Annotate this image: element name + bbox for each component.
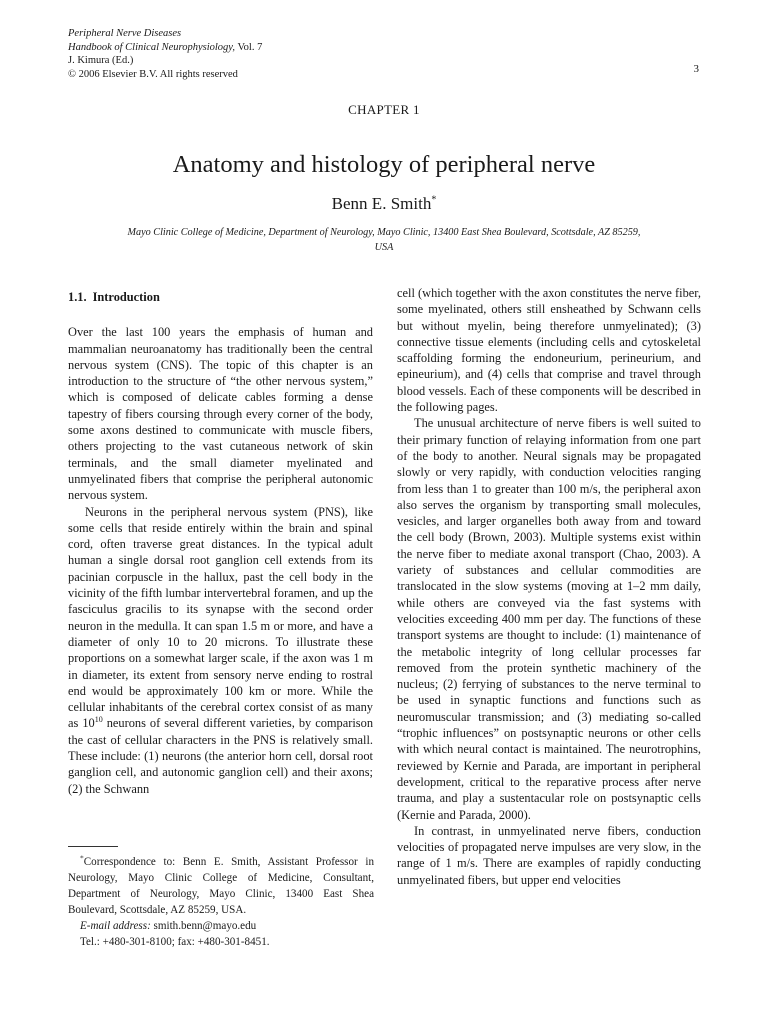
paragraph: The unusual architecture of nerve fibers is well suited to their primary function of relaying information from one part of the body to another. Neural signals may be propagated slowly or very rapidly, with conduction velocities ranging from less than 1 to greater than 100 m/s, the peripheral axon also serves the organism by transporting small molecules, vesicles, and larger organelles both away from and toward the cell body (Brown, 2003). Multiple systems exist within the nerve fiber to mediate axonal transport (Chao, 2003). A variety of substances and cellular commodities are translocated in the slow systems (moving at 1–2 mm daily, while others are conveyed via the fast systems with velocities exceeding 400 mm per day. The functions of these transport systems are thought to include: (1) maintenance of the metabolic integrity of long cellular processes far removed from the protein synthetic machinery of the nucleus; (2) ferrying of substances to the nerve terminal to be used in synaptic functions and functions such as neuromuscular transmission; and (3) mediating so-called “trophic influences” on postsynaptic neurons or other cells with which neural contact is maintained. The neurotrophins, reviewed by Kernie and Parada, are important in peripheral development, critical to the reparative process after nerve trauma, and play a sustentacular role on postsynaptic cells (Kernie and Parada, 2000). bbox=[397, 416, 701, 822]
handbook-title: Handbook of Clinical Neurophysiology, bbox=[68, 41, 236, 53]
exponent: 10 bbox=[94, 715, 103, 725]
author-line bbox=[0, 194, 768, 214]
publication-header bbox=[68, 27, 262, 81]
section-number: 1.1. bbox=[68, 290, 87, 304]
copyright-line: © 2006 Elsevier B.V. All rights reserved bbox=[68, 68, 238, 80]
paragraph-text: Neurons in the peripheral nervous system (PNS), like some cells that reside entirely within the brain and spinal cord, often traverse great distances. In the typical adult human a single dorsal root ganglion cell extends from its pacinian corpuscle in the hallux, past the cell body in the vicinity of the fifth lumbar intervertebral foramen, and up the fasciculus gracilis to its synapse with the second order neuron in the medulla. It can span 1.5 m or more, and have a diameter of only 10 to 20 microns. To illustrate these proportions on a somewhat larger scale, if the axon was 1 m in diameter, its extent from sensory nerve ending to rostral end would be approximately 100 km or more. While the cellular inhabitants of the cerebral cortex consist of as many as 10 bbox=[68, 504, 373, 731]
left-column bbox=[68, 285, 373, 797]
author-affiliation: Mayo Clinic College of Medicine, Department of Neurology, Mayo Clinic, 13400 East Shea Boulevard, Scottsdale, AZ 85259, USA bbox=[127, 227, 641, 253]
handbook-line bbox=[68, 41, 262, 55]
footnote-text bbox=[68, 854, 374, 918]
handbook-volume: Vol. 7 bbox=[235, 41, 263, 53]
phone-line: Tel.: +480-301-8100; fax: +480-301-8451. bbox=[80, 936, 270, 948]
footnote-marker: * bbox=[80, 853, 84, 863]
page-number: 3 bbox=[693, 63, 699, 75]
right-column bbox=[397, 285, 701, 888]
correspondence-footnote bbox=[68, 854, 374, 950]
footnote-body: Correspondence to: Benn E. Smith, Assistant Professor in Neurology, Mayo Clinic College of Medicine, Consultant, Department of Neurology, Mayo Clinic, 13400 East Shea Boulevard, Scottsdale, AZ 85259, USA. bbox=[68, 856, 374, 916]
paragraph: cell (which together with the axon constitutes the nerve fiber, some myelinated, others still ensheathed by Schwann cells but without myelin, being therefore unmyelinated); (3) connective tissue elements (including cells and cytoskeletal scaffolding forming the endoneurium, perineurium, and epineurium), and (4) cells that comprise and travel through blood vessels. Each of these components will be described in the following pages. bbox=[397, 286, 701, 415]
email-line bbox=[68, 918, 374, 934]
footnote-rule bbox=[68, 846, 118, 847]
paragraph bbox=[68, 504, 373, 797]
section-heading bbox=[68, 289, 373, 305]
series-name: Peripheral Nerve Diseases bbox=[68, 28, 182, 39]
paragraph: Over the last 100 years the emphasis of human and mammalian neuroanatomy has traditionally been the central nervous system (CNS). The topic of this chapter is an introduction to the structure of “the other nervous system,” which is composed of delicate cables forming a dense tapestry of fibers coursing through every corner of the body, some axons destined to communicate with muscle fibers, others projecting to the vast cutaneous network of skin terminals, and the small diameter myelinated and unmyelinated fibers that comprise the peripheral autonomic nervous system. bbox=[68, 325, 373, 503]
paragraph-text: neurons of several different varieties, by comparison the cast of cellular characters in the PNS is relatively small. These include: (1) neurons (the anterior horn cell, dorsal root ganglion cell, and autonomic ganglion cell) and their axons; (2) the Schwann bbox=[68, 716, 374, 796]
chapter-label: CHAPTER 1 bbox=[348, 102, 420, 117]
author-name: Benn E. Smith bbox=[331, 194, 432, 213]
email-link[interactable]: smith.benn@mayo.edu bbox=[150, 920, 257, 932]
email-label: E-mail address: bbox=[80, 920, 151, 932]
editor-line: J. Kimura (Ed.) bbox=[68, 55, 134, 66]
paragraph: In contrast, in unmyelinated nerve fibers, conduction velocities of propagated nerve impulses are very slow, in the range of 1 m/s. There are examples of rapidly conducting unmyelinated fibers, but upper end velocities bbox=[397, 823, 701, 887]
author-footnote-marker: * bbox=[431, 194, 437, 206]
article-title: Anatomy and histology of peripheral nerve bbox=[172, 151, 596, 178]
section-title: Introduction bbox=[92, 290, 160, 304]
